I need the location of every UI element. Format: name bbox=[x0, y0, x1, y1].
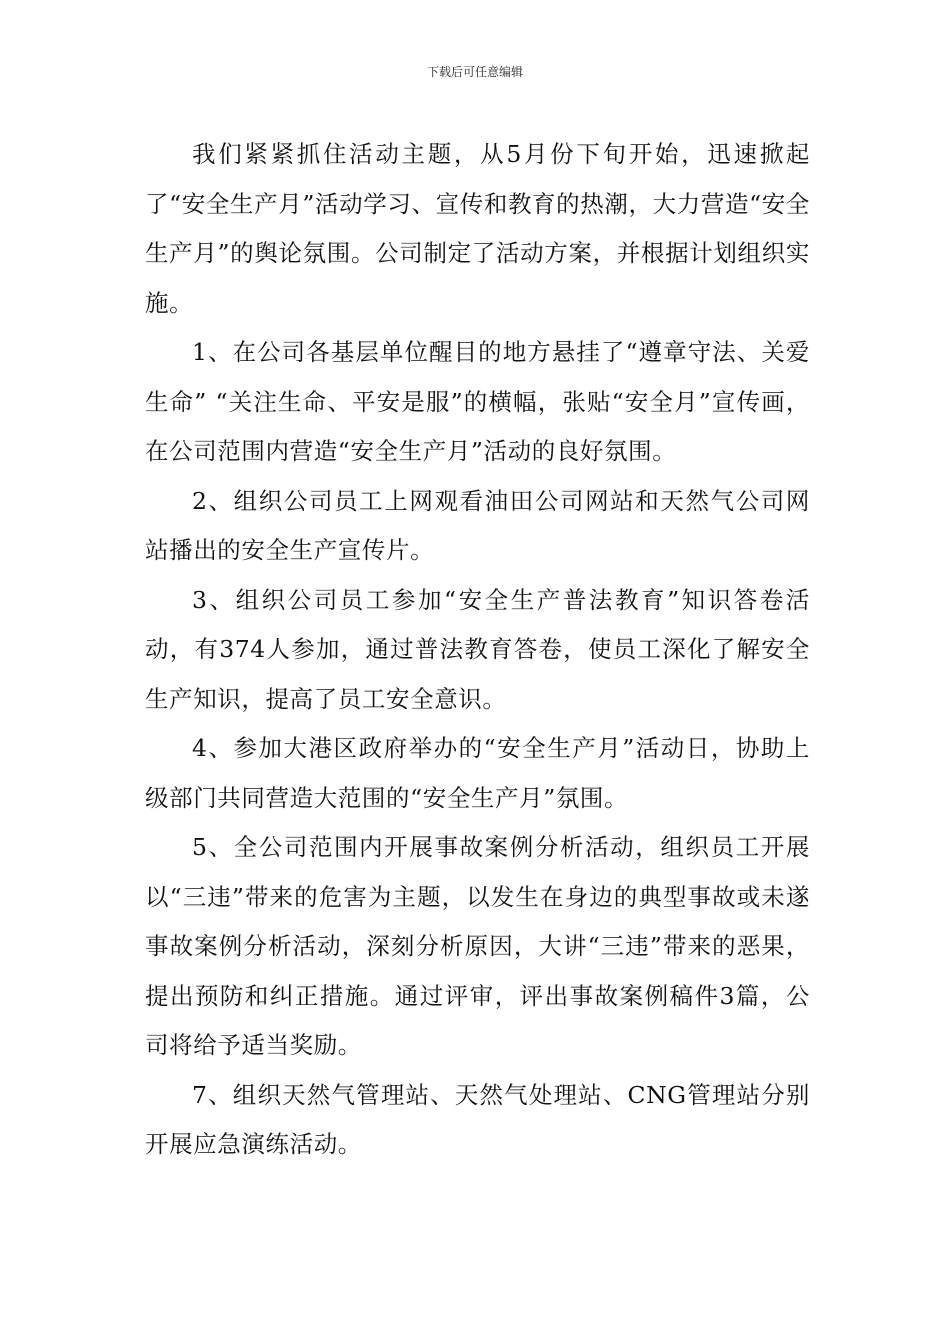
paragraph-item-4: 4、参加大港区政府举办的“安全生产月”活动日，协助上级部门共同营造大范围的“安全生产月”氛围。 bbox=[145, 734, 810, 812]
page-header: 下载后可任意编辑 bbox=[426, 65, 523, 79]
paragraph-intro: 我们紧紧抓住活动主题，从5月份下旬开始，迅速掀起了“安全生产月”活动学习、宣传和教育的热潮，大力营造“安全生产月”的舆论氛围。公司制定了活动方案，并根据计划组织实施。 bbox=[145, 140, 810, 317]
paragraph-item-2: 2、组织公司员工上网观看油田公司网站和天然气公司网站播出的安全生产宣传片。 bbox=[145, 486, 810, 564]
paragraph-item-1: 1、在公司各基层单位醒目的地方悬挂了“遵章守法、关爱生命” “关注生命、平安是服”的横幅，张贴“安全月”宣传画，在公司范围内营造“安全生产月”活动的良好氛围。 bbox=[145, 338, 810, 465]
paragraph-item-7: 7、组织天然气管理站、天然气处理站、CNG管理站分别开展应急演练活动。 bbox=[145, 1080, 810, 1158]
paragraph-item-3: 3、组织公司员工参加“安全生产普法教育”知识答卷活动，有374人参加，通过普法教育答卷，使员工深化了解安全生产知识，提高了员工安全意识。 bbox=[145, 585, 810, 713]
document-body bbox=[145, 130, 810, 1170]
paragraph-item-5: 5、全公司范围内开展事故案例分析活动，组织员工开展以“三违”带来的危害为主题，以发生在身边的典型事故或未遂事故案例分析活动，深刻分析原因，大讲“三违”带来的恶果，提出预防和纠正措施。通过评审，评出事故案例稿件3篇，公司将给予适当奖励。 bbox=[145, 833, 810, 1059]
